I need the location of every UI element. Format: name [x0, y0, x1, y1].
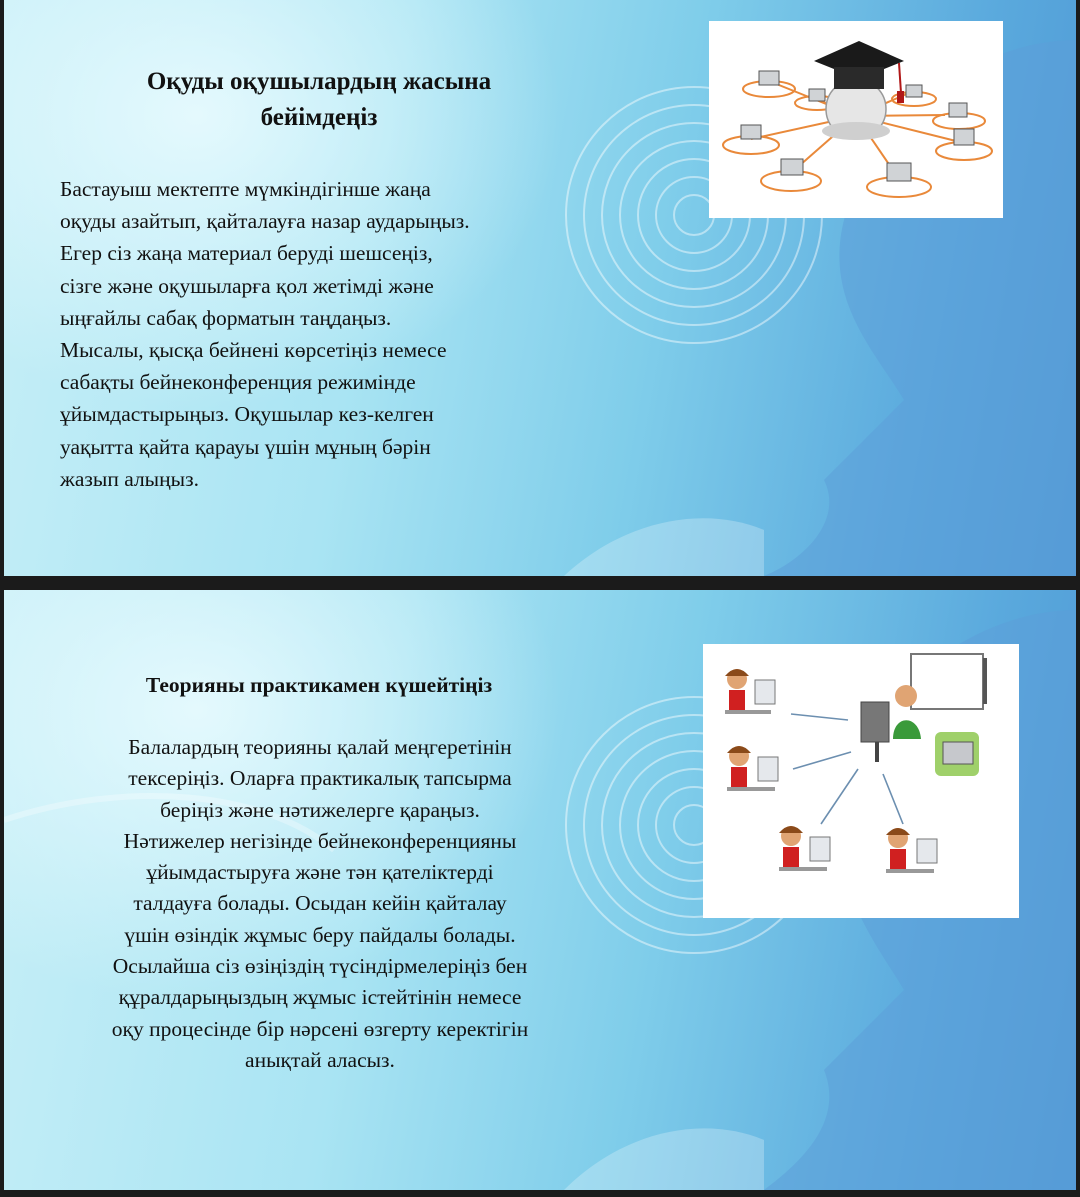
slide-2 [4, 590, 1076, 1190]
slide-body-text: Балалардың теорияны қалай меңгеретінін тексеріңіз. Оларға практикалық тапсырма беріңіз және нәтижелерге қараңыз. Нәтижелер негізінде бейнеконференцияны ұйымдастыруға және тән қателіктерді талдауға болады. Осыдан кейін қайталау үшін өзіндік жұмыс беру пайдалы болады. Осылайша сіз өзіңіздің түсіндірмелеріңіз бен құралдарыңыздың жұмыс істейтінін немесе оқу процесінде бір нәрсені өзгерту керектігін анықтай аласыз. [111, 735, 529, 1072]
slide-1 [4, 0, 1076, 576]
slide-body-text: Бастауыш мектепте мүмкіндігінше жаңа оқуды азайтып, қайталауға назар аударыңыз. Егер сіз жаңа материал беруді шешсеңіз, сізге және оқушыларға қол жетімді және ыңғайлы сабақ форматын таңдаңыз. Мысалы, қысқа бейнені көрсетіңіз немесе сабақты бейнеконференция режимінде ұйымдастырыңыз. Оқушылар кез-келген уақытта қайта қарауы үшін мұның бәрін жазып алыңыз. [60, 177, 470, 491]
slide-title: Теорияны практикамен күшейтіңіз [145, 673, 493, 697]
graduation-cap-network-illustration-icon [709, 21, 1003, 218]
slide-title: Оқуды оқушылардың жасына бейімдеңіз [146, 68, 492, 131]
teacher-students-computers-illustration-icon [703, 644, 1019, 918]
